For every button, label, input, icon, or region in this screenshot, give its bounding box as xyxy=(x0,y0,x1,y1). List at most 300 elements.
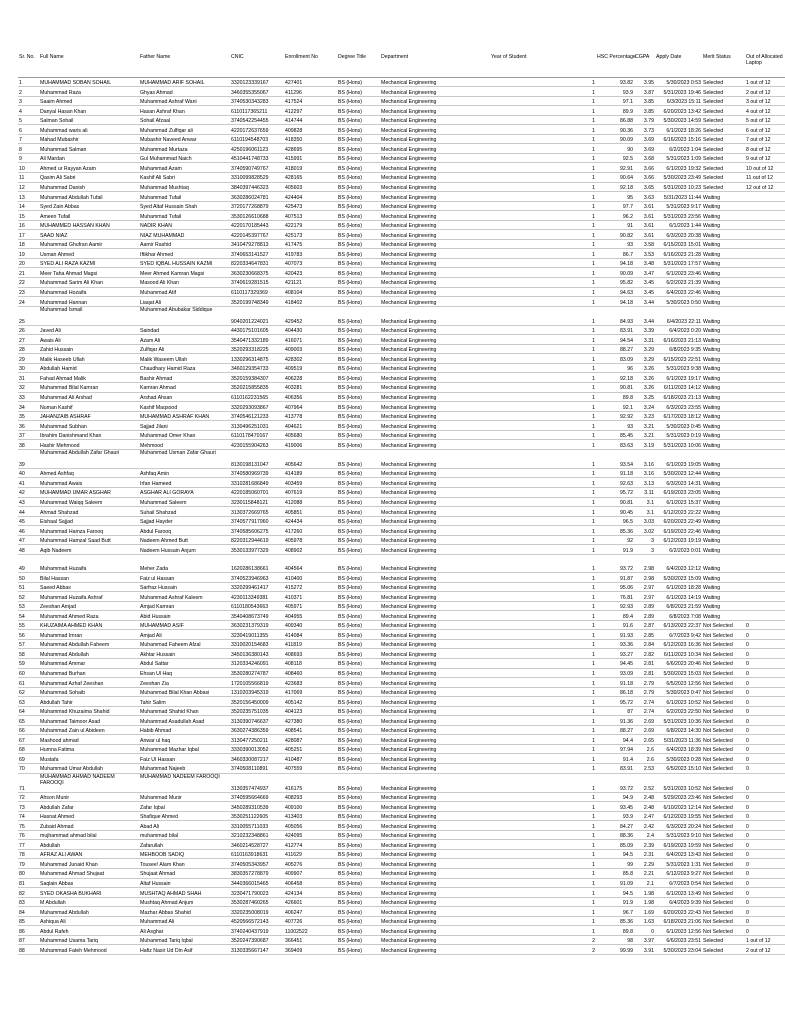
cell-year: 1 xyxy=(490,411,596,421)
table-row xyxy=(18,249,785,259)
cell-apply-date: 6/1/2023 19:32 xyxy=(655,163,702,173)
cell-merit-status: Waiting xyxy=(702,421,745,431)
cell-enrollment: 406247 xyxy=(284,907,337,917)
cell-apply-date: 6/1/2023 18:28 xyxy=(655,582,702,592)
cell-full-name: Muhammad Ghufran Aamir xyxy=(39,239,139,249)
cell-merit-status: Not Selected xyxy=(702,916,745,926)
cell-apply-date: 5/30/2023 0:50 xyxy=(655,297,702,307)
cell-father-name: Ehsan Ul Haq xyxy=(139,668,230,678)
cell-merit-status: Not Selected xyxy=(702,630,745,640)
cell-merit-status: Not Selected xyxy=(702,830,745,840)
cell-father-name: Meer Ahmed Kamran Magsi xyxy=(139,268,230,278)
table-row xyxy=(18,792,785,802)
table-row xyxy=(18,421,785,431)
cell-laptop: 0 xyxy=(745,697,785,707)
table-row xyxy=(18,716,785,726)
cell-degree: BS (Hons) xyxy=(337,716,380,726)
table-row xyxy=(18,563,785,573)
cell-merit-status: Waiting xyxy=(702,507,745,517)
cell-enrollment: 405603 xyxy=(284,182,337,192)
cell-sr: 18 xyxy=(18,239,39,249)
cell-degree: BS (Hons) xyxy=(337,897,380,907)
cell-apply-date: 6/16/2023 21:13 xyxy=(655,335,702,345)
cell-department: Mechanical Engineering xyxy=(380,792,490,802)
table-row xyxy=(18,658,785,668)
cell-cnic: 3460129354733 xyxy=(230,363,284,373)
cell-cnic: 3130335667147 xyxy=(230,945,284,955)
table-row xyxy=(18,869,785,879)
cell-apply-date: 6/5/2023 15:10 xyxy=(655,763,702,773)
cell-apply-date: 6/3/2023 14:31 xyxy=(655,478,702,488)
cell-full-name: Hasnat Ahmed xyxy=(39,811,139,821)
cell-hsc: 92.91 xyxy=(596,163,634,173)
cell-enrollment: 425473 xyxy=(284,201,337,211)
cell-degree: BS (Hons) xyxy=(337,754,380,764)
cell-cnic: 3740580969739 xyxy=(230,468,284,478)
cell-enrollment: 419006 xyxy=(284,440,337,450)
cell-year: 1 xyxy=(490,821,596,831)
cell-full-name: Muhammad Huzaifa Ashraf xyxy=(39,592,139,602)
table-row xyxy=(18,830,785,840)
cell-apply-date: 5/31/2023 1:09 xyxy=(655,153,702,163)
cell-enrollment: 417069 xyxy=(284,687,337,697)
cell-apply-date: 6/3/2023 15:11 xyxy=(655,96,702,106)
cell-department: Mechanical Engineering xyxy=(380,697,490,707)
cell-laptop: 0 xyxy=(745,821,785,831)
cell-enrollment: 412297 xyxy=(284,106,337,116)
cell-enrollment: 420423 xyxy=(284,268,337,278)
cell-sr: 71 xyxy=(18,773,39,792)
cell-year: 1 xyxy=(490,125,596,135)
cell-apply-date: 6/4/2023 12:12 xyxy=(655,563,702,573)
table-row xyxy=(18,230,785,240)
cell-cnic: 3630231379319 xyxy=(230,620,284,630)
cell-department: Mechanical Engineering xyxy=(380,402,490,412)
cell-sr: 36 xyxy=(18,421,39,431)
cell-merit-status: Selected xyxy=(702,945,745,955)
cell-enrollment: 412774 xyxy=(284,840,337,850)
cell-apply-date: 6/1/2023 1:44 xyxy=(655,220,702,230)
cell-full-name: Muhammad Bilal Kamran xyxy=(39,383,139,393)
cell-cnic: 3530251122605 xyxy=(230,811,284,821)
cell-department: Mechanical Engineering xyxy=(380,249,490,259)
cell-year: 1 xyxy=(490,297,596,307)
cell-hsc: 84.93 xyxy=(596,306,634,325)
cell-full-name: Muhammad Umar Abdullah xyxy=(39,763,139,773)
cell-laptop: 2 out of 12 xyxy=(745,945,785,955)
cell-sr: 56 xyxy=(18,630,39,640)
cell-apply-date: 6/8/2023 9:35 xyxy=(655,344,702,354)
cell-cgpa: 2.65 xyxy=(634,735,655,745)
cell-father-name: Ghyas Ahmad xyxy=(139,87,230,97)
cell-sr: 35 xyxy=(18,411,39,421)
cell-father-name: Muhammad Tufail xyxy=(139,211,230,221)
cell-department: Mechanical Engineering xyxy=(380,516,490,526)
cell-full-name: Muhammad Abdullah xyxy=(39,907,139,917)
cell-merit-status: Waiting xyxy=(702,249,745,259)
table-row xyxy=(18,639,785,649)
cell-cnic: 1620286138661 xyxy=(230,563,284,573)
cell-year: 1 xyxy=(490,373,596,383)
cell-full-name: Ashiqua Ali xyxy=(39,916,139,926)
cell-sr: 1 xyxy=(18,77,39,87)
cell-merit-status: Selected xyxy=(702,134,745,144)
cell-apply-date: 5/31/2023 23:56 xyxy=(655,211,702,221)
cell-cgpa: 3.85 xyxy=(634,96,655,106)
cell-merit-status: Waiting xyxy=(702,535,745,545)
cell-father-name: Muhammad Najeeb xyxy=(139,763,230,773)
cell-department: Mechanical Engineering xyxy=(380,488,490,498)
cell-laptop: 0 xyxy=(745,869,785,879)
cell-apply-date: 5/30/2023 12:44 xyxy=(655,468,702,478)
cell-enrollment: 422179 xyxy=(284,220,337,230)
cell-sr: 65 xyxy=(18,716,39,726)
cell-degree: BS (Hons) xyxy=(337,907,380,917)
cell-sr: 47 xyxy=(18,535,39,545)
cell-cgpa: 2.52 xyxy=(634,773,655,792)
cell-merit-status: Not Selected xyxy=(702,869,745,879)
cell-cgpa: 2.29 xyxy=(634,859,655,869)
cell-degree: BS (Hons) xyxy=(337,792,380,802)
cell-hsc: 91.9 xyxy=(596,897,634,907)
cell-merit-status: Selected xyxy=(702,182,745,192)
cell-department: Mechanical Engineering xyxy=(380,639,490,649)
cell-merit-status: Waiting xyxy=(702,440,745,450)
cell-merit-status: Not Selected xyxy=(702,697,745,707)
cell-degree: BS (Hons) xyxy=(337,658,380,668)
cell-department: Mechanical Engineering xyxy=(380,230,490,240)
cell-apply-date: 5/31/2023 9:38 xyxy=(655,363,702,373)
cell-department: Mechanical Engineering xyxy=(380,735,490,745)
cell-father-name: Muhammad Omer Khan xyxy=(139,430,230,440)
cell-hsc: 90.09 xyxy=(596,134,634,144)
table-row xyxy=(18,611,785,621)
cell-cnic: 3520156450009 xyxy=(230,697,284,707)
cell-merit-status: Waiting xyxy=(702,287,745,297)
cell-cgpa: 3.26 xyxy=(634,383,655,393)
cell-hsc: 89.9 xyxy=(596,106,634,116)
cell-department: Mechanical Engineering xyxy=(380,649,490,659)
cell-cnic: 4510441748733 xyxy=(230,153,284,163)
cell-year: 1 xyxy=(490,859,596,869)
cell-department: Mechanical Engineering xyxy=(380,106,490,116)
cell-cgpa: 3.45 xyxy=(634,287,655,297)
cell-year: 1 xyxy=(490,392,596,402)
cell-hsc: 92.93 xyxy=(596,601,634,611)
cell-father-name: Nadeem Ahmed Butt xyxy=(139,535,230,545)
cell-laptop xyxy=(745,573,785,583)
table-row xyxy=(18,115,785,125)
cell-enrollment: 415272 xyxy=(284,582,337,592)
cell-degree: BS (Hons) xyxy=(337,563,380,573)
cell-hsc: 92.18 xyxy=(596,182,634,192)
cell-enrollment: 404123 xyxy=(284,706,337,716)
cell-full-name: Meer Taha Ahmad Magsi xyxy=(39,268,139,278)
cell-enrollment: 410487 xyxy=(284,754,337,764)
cell-cnic: 3330390013052 xyxy=(230,744,284,754)
cell-cgpa: 3.87 xyxy=(634,87,655,97)
cell-hsc: 94.63 xyxy=(596,287,634,297)
cell-merit-status: Waiting xyxy=(702,545,745,555)
cell-hsc: 94.4 xyxy=(596,735,634,745)
cell-merit-status: Selected xyxy=(702,153,745,163)
cell-sr: 88 xyxy=(18,945,39,955)
cell-sr: 30 xyxy=(18,363,39,373)
cell-department: Mechanical Engineering xyxy=(380,172,490,182)
cell-year: 1 xyxy=(490,545,596,555)
cell-year: 1 xyxy=(490,430,596,440)
cell-department: Mechanical Engineering xyxy=(380,287,490,297)
cell-cnic: 3720177268879 xyxy=(230,201,284,211)
cell-laptop: 0 xyxy=(745,706,785,716)
cell-cnic: 6110163918631 xyxy=(230,849,284,859)
cell-apply-date: 6/16/2023 15:16 xyxy=(655,134,702,144)
cell-degree: BS (Hons) xyxy=(337,869,380,879)
cell-merit-status: Selected xyxy=(702,163,745,173)
cell-cnic: 3230471790023 xyxy=(230,888,284,898)
cell-father-name: NIAZ MUHAMMAD xyxy=(139,230,230,240)
cell-hsc: 85.36 xyxy=(596,916,634,926)
cell-year: 1 xyxy=(490,916,596,926)
cell-sr: 16 xyxy=(18,220,39,230)
cell-degree: BS (Hons) xyxy=(337,639,380,649)
cell-department: Mechanical Engineering xyxy=(380,430,490,440)
cell-department: Mechanical Engineering xyxy=(380,392,490,402)
cell-hsc: 88.36 xyxy=(596,830,634,840)
cell-father-name: Altaf Hussain xyxy=(139,878,230,888)
cell-sr: 83 xyxy=(18,897,39,907)
cell-cgpa: 2.42 xyxy=(634,821,655,831)
table-row xyxy=(18,172,785,182)
cell-hsc: 95 xyxy=(596,192,634,202)
cell-father-name: MUHAMMAD NADEEM FAROOQI xyxy=(139,773,230,792)
cell-hsc: 85.8 xyxy=(596,869,634,879)
cell-enrollment: 428087 xyxy=(284,735,337,745)
cell-department: Mechanical Engineering xyxy=(380,449,490,468)
cell-degree: BS (Hons) xyxy=(337,287,380,297)
cell-hsc: 97.1 xyxy=(596,96,634,106)
cell-laptop xyxy=(745,373,785,383)
cell-cgpa: 3.24 xyxy=(634,402,655,412)
cell-merit-status: Not Selected xyxy=(702,849,745,859)
cell-sr: 61 xyxy=(18,678,39,688)
cell-hsc: 94.45 xyxy=(596,658,634,668)
cell-full-name: MUHAMMAD SOBAN SOHAIL xyxy=(39,77,139,87)
table-row xyxy=(18,497,785,507)
cell-laptop: 0 xyxy=(745,792,785,802)
cell-department: Mechanical Engineering xyxy=(380,220,490,230)
cell-laptop xyxy=(745,563,785,573)
cell-full-name: Muhammad Ali Arshad xyxy=(39,392,139,402)
cell-laptop xyxy=(745,239,785,249)
cell-merit-status: Waiting xyxy=(702,220,745,230)
cell-year: 1 xyxy=(490,754,596,764)
cell-full-name: Muhammad Usama Tariq xyxy=(39,935,139,945)
cell-hsc: 92.18 xyxy=(596,373,634,383)
cell-degree: BS (Hons) xyxy=(337,211,380,221)
cell-sr: 42 xyxy=(18,488,39,498)
cell-enrollment: 407964 xyxy=(284,402,337,412)
cell-merit-status: Selected xyxy=(702,115,745,125)
cell-merit-status: Not Selected xyxy=(702,658,745,668)
cell-merit-status: Not Selected xyxy=(702,792,745,802)
cell-full-name: MUHAMMED HASSAN KHAN xyxy=(39,220,139,230)
header-hsc: HSC Percentage xyxy=(596,53,634,77)
cell-department: Mechanical Engineering xyxy=(380,897,490,907)
cell-hsc: 94.18 xyxy=(596,297,634,307)
cell-degree: BS (Hons) xyxy=(337,373,380,383)
cell-enrollment: 414744 xyxy=(284,115,337,125)
cell-full-name: Humna Fatima xyxy=(39,744,139,754)
cell-apply-date: 6/1/2023 12:56 xyxy=(655,926,702,936)
cell-father-name: Faiz Ul Hassan xyxy=(139,754,230,764)
cell-merit-status: Waiting xyxy=(702,488,745,498)
cell-enrollment: 405851 xyxy=(284,507,337,517)
table-row xyxy=(18,268,785,278)
cell-hsc: 92.1 xyxy=(596,402,634,412)
cell-merit-status: Selected xyxy=(702,87,745,97)
cell-cgpa: 3.31 xyxy=(634,335,655,345)
cell-father-name: SYED IQBAL HUSSAIN KAZMI xyxy=(139,258,230,268)
cell-apply-date: 5/30/2023 0:53 xyxy=(655,77,702,87)
cell-apply-date: 5/30/2023 0:47 xyxy=(655,687,702,697)
cell-cnic: 3540471332189 xyxy=(230,335,284,345)
cell-apply-date: 5/30/2023 23:49 xyxy=(655,172,702,182)
table-row xyxy=(18,402,785,412)
cell-hsc: 93.9 xyxy=(596,811,634,821)
cell-cgpa: 2.81 xyxy=(634,658,655,668)
cell-full-name: Numan Kashif xyxy=(39,402,139,412)
cell-full-name: Aqib Nadeem xyxy=(39,545,139,555)
cell-year: 1 xyxy=(490,630,596,640)
cell-laptop xyxy=(745,601,785,611)
cell-full-name: Muhammad Ahmed Raza xyxy=(39,611,139,621)
cell-cgpa: 1.63 xyxy=(634,916,655,926)
cell-merit-status: Not Selected xyxy=(702,735,745,745)
cell-apply-date: 6/4/2023 0:20 xyxy=(655,325,702,335)
cell-father-name: Sajjad Jilani xyxy=(139,421,230,431)
cell-degree: BS (Hons) xyxy=(337,478,380,488)
table-row xyxy=(18,468,785,478)
cell-department: Mechanical Engineering xyxy=(380,468,490,478)
cell-hsc: 93.45 xyxy=(596,802,634,812)
cell-sr: 29 xyxy=(18,354,39,364)
cell-hsc: 84.27 xyxy=(596,821,634,831)
cell-laptop: 1 out of 12 xyxy=(745,935,785,945)
cell-year: 1 xyxy=(490,582,596,592)
cell-department: Mechanical Engineering xyxy=(380,573,490,583)
cell-year: 1 xyxy=(490,697,596,707)
cell-sr: 31 xyxy=(18,373,39,383)
cell-laptop: 3 out of 12 xyxy=(745,96,785,106)
cell-enrollment: 424434 xyxy=(284,516,337,526)
cell-degree: BS (Hons) xyxy=(337,678,380,688)
cell-apply-date: 6/8/2023 14:30 xyxy=(655,725,702,735)
cell-sr: 55 xyxy=(18,620,39,630)
cell-cnic: 3320293093867 xyxy=(230,402,284,412)
cell-merit-status: Not Selected xyxy=(702,706,745,716)
table-row xyxy=(18,773,785,792)
header-degree: Degree Title xyxy=(337,53,380,77)
cell-apply-date: 6/8/2023 21:59 xyxy=(655,601,702,611)
cell-full-name: Muhammad Ismail xyxy=(39,306,139,325)
cell-sr: 4 xyxy=(18,106,39,116)
cell-merit-status: Waiting xyxy=(702,192,745,202)
cell-department: Mechanical Engineering xyxy=(380,935,490,945)
merit-list-table-bottom xyxy=(18,563,785,955)
table-row xyxy=(18,211,785,221)
cell-year: 1 xyxy=(490,115,596,125)
cell-full-name: Eishaal Sajjad xyxy=(39,516,139,526)
cell-department: Mechanical Engineering xyxy=(380,716,490,726)
cell-cnic: 3310055711033 xyxy=(230,821,284,831)
cell-apply-date: 5/31/2023 10:36 xyxy=(655,716,702,726)
table-row xyxy=(18,697,785,707)
cell-father-name: muhammad bilal xyxy=(139,830,230,840)
cell-enrollment: 417524 xyxy=(284,96,337,106)
cell-father-name: Bashir Ahmad xyxy=(139,373,230,383)
cell-cnic: 1310203945319 xyxy=(230,687,284,697)
cell-sr: 84 xyxy=(18,907,39,917)
cell-merit-status: Not Selected xyxy=(702,716,745,726)
cell-laptop: 0 xyxy=(745,802,785,812)
cell-merit-status: Waiting xyxy=(702,430,745,440)
cell-full-name: Malik Haseeb Ullah xyxy=(39,354,139,364)
cell-year: 1 xyxy=(490,87,596,97)
cell-apply-date: 6/12/2023 19:55 xyxy=(655,811,702,821)
cell-hsc: 94.9 xyxy=(596,792,634,802)
cell-hsc: 89.8 xyxy=(596,926,634,936)
cell-enrollment: 418402 xyxy=(284,297,337,307)
cell-father-name: Muhammad Ashraf Wani xyxy=(139,96,230,106)
cell-hsc: 92 xyxy=(596,535,634,545)
cell-apply-date: 5/30/2023 14:59 xyxy=(655,115,702,125)
cell-hsc: 95.72 xyxy=(596,697,634,707)
cell-sr: 77 xyxy=(18,840,39,850)
cell-enrollment: 409340 xyxy=(284,620,337,630)
cell-degree: BS (Hons) xyxy=(337,811,380,821)
cell-department: Mechanical Engineering xyxy=(380,888,490,898)
cell-department: Mechanical Engineering xyxy=(380,763,490,773)
cell-cgpa: 3.19 xyxy=(634,440,655,450)
cell-apply-date: 6/1/2023 18:26 xyxy=(655,125,702,135)
cell-sr: 33 xyxy=(18,392,39,402)
cell-apply-date: 5/31/2023 10:06 xyxy=(655,440,702,450)
cell-hsc: 96 xyxy=(596,363,634,373)
cell-cnic: 3740542254455 xyxy=(230,115,284,125)
cell-full-name: Muhammad Fateh Mehmood xyxy=(39,945,139,955)
cell-merit-status: Waiting xyxy=(702,335,745,345)
table-row xyxy=(18,916,785,926)
cell-cnic: 3120334246091 xyxy=(230,658,284,668)
cell-merit-status: Waiting xyxy=(702,497,745,507)
cell-degree: BS (Hons) xyxy=(337,325,380,335)
cell-laptop: 0 xyxy=(745,763,785,773)
cell-enrollment: 409519 xyxy=(284,363,337,373)
cell-full-name: Muhammad Huzaifa xyxy=(39,563,139,573)
cell-cgpa: 2.79 xyxy=(634,678,655,688)
cell-apply-date: 5/30/2023 15:03 xyxy=(655,668,702,678)
cell-full-name: SYED OKASHA BUKHARI xyxy=(39,888,139,898)
cell-father-name: ASGHAR ALI GORAYA xyxy=(139,488,230,498)
cell-father-name: Muhammad Munir xyxy=(139,792,230,802)
cell-merit-status: Not Selected xyxy=(702,878,745,888)
cell-department: Mechanical Engineering xyxy=(380,163,490,173)
cell-cnic: 3740577917960 xyxy=(230,516,284,526)
cell-enrollment: 428695 xyxy=(284,144,337,154)
cell-cgpa: 2.97 xyxy=(634,582,655,592)
cell-hsc: 93 xyxy=(596,421,634,431)
